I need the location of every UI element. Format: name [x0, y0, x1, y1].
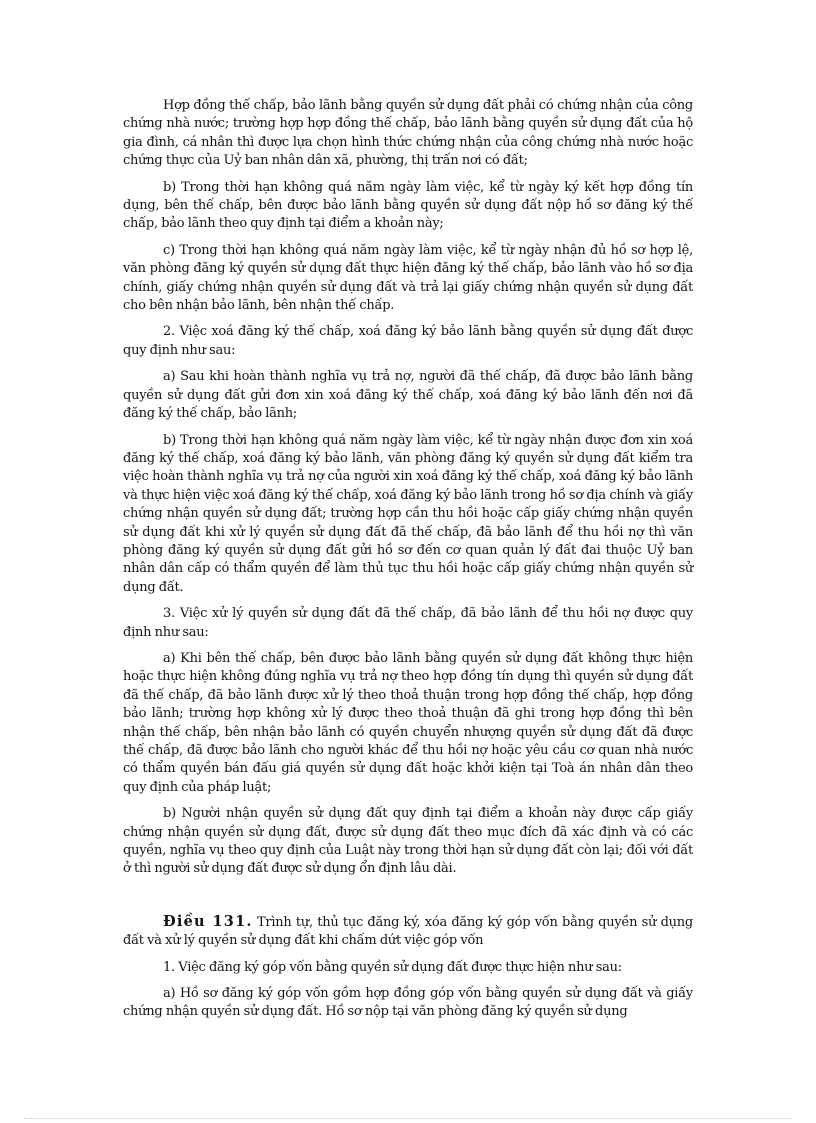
paragraph-point-c-registration: c) Trong thời hạn không quá năm ngày làm việc, kể từ ngày nhận đủ hồ sơ hợp lệ, văn phòng đăng ký quyền sử dụng đất thực hiện đăng ký thế chấp, bảo lãnh vào hồ sơ địa chính, giấy chứng nhận quyền sử dụng đất và trả lại giấy chứng nhận quyền sử dụng đất cho bên nhận bảo lãnh, bên nhận thế chấp. [123, 242, 693, 314]
paragraph-clause-3-handling: 3. Việc xử lý quyền sử dụng đất đã thế chấp, đã bảo lãnh để thu hồi nợ được quy định như sau: [123, 606, 693, 640]
page-bottom-border [24, 1118, 792, 1119]
paragraph-clause-3-point-a: a) Khi bên thế chấp, bên được bảo lãnh bằng quyền sử dụng đất không thực hiện hoặc thực hiện không đúng nghĩa vụ trả nợ theo hợp đồng tín dụng thì quyền sử dụng đất đã thế chấp, đã bảo lãnh được xử lý theo thoả thuận trong hợp đồng thế chấp, hợp đồng bảo lãnh; trường hợp không xử lý được theo thoả thuận đã ghi trong hợp đồng thì bên nhận thế chấp, bên nhận bảo lãnh có quyền chuyển nhượng quyền sử dụng đất đã được thế chấp, đã được bảo lãnh cho người khác để thu hồi nợ hoặc yêu cầu cơ quan nhà nước có thẩm quyền bán đấu giá quyền sử dụng đất hoặc khởi kiện tại Toà án nhân dân theo quy định của pháp luật; [123, 650, 693, 795]
paragraph-clause-3-point-b: b) Người nhận quyền sử dụng đất quy định tại điểm a khoản này được cấp giấy chứng nhận quyền sử dụng đất, được sử dụng đất theo mục đích đã xác định và có các quyền, nghĩa vụ theo quy định của Luật này trong thời hạn sử dụng đất còn lại; đối với đất ở thì người sử dụng đất được sử dụng ổn định lâu dài. [123, 806, 693, 877]
document-page [123, 97, 693, 1030]
article-heading [123, 913, 693, 951]
section-gap [123, 887, 693, 913]
paragraph-point-b-submit-dossier: b) Trong thời hạn không quá năm ngày làm việc, kể từ ngày ký kết hợp đồng tín dụng, bên thế chấp, bên được bảo lãnh bằng quyền sử dụng đất nộp hồ sơ đăng ký thế chấp, bảo lãnh theo quy định tại điểm a khoản này; [123, 179, 693, 232]
paragraph-mortgage-notarization: Hợp đồng thế chấp, bảo lãnh bằng quyền sử dụng đất phải có chứng nhận của công chứng nhà nước; trường hợp hợp đồng thế chấp, bảo lãnh bằng quyền sử dụng đất của hộ gia đình, cá nhân thì được lựa chọn hình thức chứng nhận của công chứng nhà nước hoặc chứng thực của Uỷ ban nhân dân xã, phường, thị trấn nơi có đất; [123, 98, 693, 169]
paragraph-clause-2-deregistration: 2. Việc xoá đăng ký thế chấp, xoá đăng ký bảo lãnh bằng quyền sử dụng đất được quy định như sau: [123, 324, 693, 358]
article-number: Điều 131. [163, 912, 253, 930]
paragraph-clause-2-point-a: a) Sau khi hoàn thành nghĩa vụ trả nợ, người đã thế chấp, đã được bảo lãnh bằng quyền sử dụng đất gửi đơn xin xoá đăng ký thế chấp, xoá đăng ký bảo lãnh đến nơi đã đăng ký thế chấp, bảo lãnh; [123, 369, 693, 422]
paragraph-article-clause-1: 1. Việc đăng ký góp vốn bằng quyền sử dụng đất được thực hiện như sau: [163, 959, 622, 975]
paragraph-clause-2-point-b: b) Trong thời hạn không quá năm ngày làm việc, kể từ ngày nhận được đơn xin xoá đăng ký thế chấp, xoá đăng ký bảo lãnh, văn phòng đăng ký quyền sử dụng đất kiểm tra việc hoàn thành nghĩa vụ trả nợ của người xin xoá đăng ký thế chấp, xoá đăng ký bảo lãnh và thực hiện việc xoá đăng ký thế chấp, xoá đăng ký bảo lãnh trong hồ sơ địa chính và giấy chứng nhận quyền sử dụng đất; trường hợp cần thu hồi hoặc cấp giấy chứng nhận quyền sử dụng đất khi xử lý quyền sử dụng đất đã thế chấp, đã bảo lãnh để thu hồi nợ thì văn phòng đăng ký quyền sử dụng đất gửi hồ sơ đến cơ quan quản lý đất đai thuộc Uỷ ban nhân dân cấp có thẩm quyền để làm thủ tục thu hồi hoặc cấp giấy chứng nhận quyền sử dụng đất. [123, 432, 693, 595]
article-title-text: Trình tự, thủ tục đăng ký, xóa đăng ký góp vốn bằng quyền sử dụng đất và xử lý quyền sử dụng đất khi chấm dứt việc góp vốn [123, 914, 693, 949]
paragraph-article-clause-1-point-a: a) Hồ sơ đăng ký góp vốn gồm hợp đồng góp vốn bằng quyền sử dụng đất và giấy chứng nhận quyền sử dụng đất. Hồ sơ nộp tại văn phòng đăng ký quyền sử dụng [123, 986, 693, 1020]
